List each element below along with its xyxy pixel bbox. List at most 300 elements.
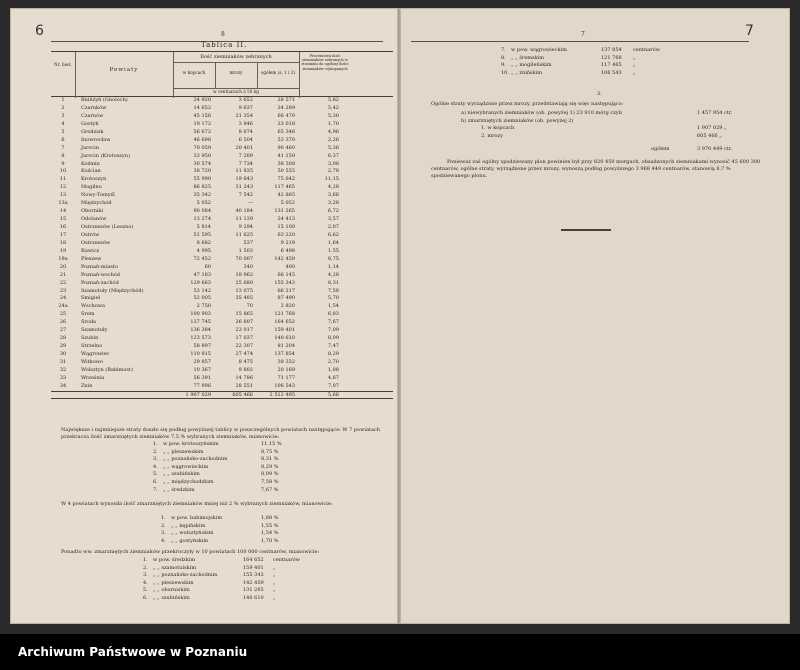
- list3-item-text: „ „ szamotulskim: [153, 564, 197, 571]
- row-mrozy: 1 503: [238, 247, 253, 254]
- losses-table: [51, 51, 393, 399]
- row-number: 20: [59, 263, 67, 270]
- row-mrozy: 11 835: [235, 168, 253, 175]
- row-number: 34: [59, 382, 67, 389]
- row-powiat: Czarnów: [81, 112, 104, 119]
- row-percent: 4,67: [327, 374, 339, 381]
- list3-item-unit: „: [273, 595, 276, 601]
- row-ogolem: 90 460: [277, 144, 295, 151]
- row-number: 10: [59, 168, 67, 175]
- row-powiat: Ostrzeszów: [81, 239, 111, 246]
- row-powiat: Gostyń: [81, 120, 99, 127]
- row-number: 24: [59, 295, 67, 302]
- row-powiat: Strzelno: [81, 343, 103, 350]
- list2-item-value: 1,70 %: [261, 537, 279, 544]
- row-number: 14: [59, 208, 67, 215]
- row-w-kopcach: 35 342: [193, 192, 211, 199]
- list3-item-num: 2.: [143, 564, 148, 571]
- page-number-left: 8: [221, 31, 225, 38]
- list1-item-value: 11,15 %: [261, 441, 282, 447]
- row-powiat: Śmigiel: [81, 295, 101, 302]
- row-powiat: Wągrowiec: [81, 351, 110, 357]
- section-number: 3.: [597, 91, 602, 97]
- row-ogolem: 53 370: [277, 136, 295, 143]
- left-page: [10, 8, 398, 624]
- row-ogolem: 75 642: [277, 176, 295, 183]
- list3-item-num: 5.: [143, 587, 148, 594]
- row-powiat: Koźmin: [81, 160, 100, 167]
- row-ogolem: 6 498: [280, 247, 295, 254]
- row-w-kopcach: 129 663: [190, 279, 211, 286]
- loss-item-text: 2. mrozy: [481, 132, 503, 139]
- row-percent: 7,47: [327, 343, 339, 350]
- closing-rule: [561, 229, 611, 231]
- loss-item-value: 605 466 „: [697, 132, 722, 139]
- top-rule-right: [411, 41, 749, 42]
- row-number: 23: [59, 287, 67, 294]
- row-percent: 2,26: [327, 136, 339, 143]
- row-percent: 7,67: [327, 319, 339, 326]
- header-w-kopcach: w kopcach: [182, 70, 206, 75]
- loss-item-text: 1. w kopcach: [481, 125, 515, 132]
- row-powiat: Poznań-wschód: [81, 271, 120, 278]
- row-ogolem: 65 346: [277, 128, 295, 135]
- row-powiat: Szubin: [81, 335, 99, 342]
- row-mrozy: 8 475: [238, 358, 253, 365]
- list3-item-unit: „: [273, 587, 276, 594]
- table-row: [51, 335, 393, 343]
- row-w-kopcach: 52 005: [193, 295, 211, 302]
- paragraph-largest-losses: Największe i najmniejsze straty doszło się podług powyższej tablicy w poszczególnych powiatach następujące: W 7 powiatach przekracza ilość zmarzniętych ziemniaków 7,5 % wybranych ziemniaków, mianowicie:: [61, 427, 381, 440]
- row-w-kopcach: 100 903: [190, 311, 211, 318]
- row-mrozy: 21 354: [235, 112, 253, 119]
- row-ogolem: 42 885: [277, 192, 295, 199]
- row-number: 11: [59, 176, 67, 183]
- row-number: 17: [59, 231, 67, 238]
- list2-item-text: „ „ gostyńskim: [171, 537, 209, 544]
- row-ogolem: 5 052: [280, 200, 295, 207]
- row-percent: 1,54: [327, 303, 339, 310]
- row-number: 12: [59, 184, 67, 191]
- right-page: [400, 8, 790, 624]
- total-mrozy: 605 466: [232, 391, 253, 398]
- listcont-item-unit: „: [633, 54, 636, 61]
- row-powiat: Grodzisk: [81, 128, 104, 135]
- row-w-kopcach: 5 814: [196, 224, 211, 230]
- row-mrozy: 340: [243, 263, 253, 270]
- table-row: [51, 383, 393, 391]
- total-w-kopcach: 1 907 029: [185, 391, 211, 398]
- list1-item-num: 6.: [153, 479, 158, 485]
- listcont-item-text: w pow. wągrowieckim: [511, 47, 567, 53]
- row-number: 28: [59, 335, 67, 342]
- row-number: 9: [61, 160, 65, 167]
- row-powiat: Międzychód: [81, 200, 112, 207]
- list1-item-value: 7,67 %: [261, 486, 279, 493]
- row-ogolem: 71 177: [277, 374, 295, 381]
- row-mrozy: 70: [246, 303, 253, 310]
- row-ogolem: 142 459: [274, 255, 295, 262]
- row-mrozy: 15 865: [235, 311, 253, 318]
- table-row: [51, 168, 393, 176]
- list1-item-text: „ „ średzkim: [163, 486, 195, 493]
- total-ogolem: 2 512 495: [269, 391, 295, 398]
- row-powiat: Ostrzeszów (Leszno): [81, 224, 134, 230]
- row-w-kopcach: 19 172: [193, 120, 211, 127]
- listcont-item-unit: „: [633, 69, 636, 76]
- row-ogolem: 66 470: [277, 112, 295, 119]
- row-percent: 1,70: [327, 120, 339, 127]
- row-mrozy: 3 652: [238, 97, 253, 103]
- listcont-item-text: „ „ mogileńskim: [511, 62, 552, 69]
- list3-item-num: 1.: [143, 557, 148, 563]
- row-powiat: Szamotuły (Międzychód): [81, 287, 144, 294]
- row-number: 32: [59, 366, 67, 373]
- row-ogolem: 106 543: [274, 382, 295, 389]
- row-mrozy: 19 643: [235, 176, 253, 183]
- row-ogolem: 41 159: [277, 152, 295, 159]
- row-w-kopcach: 110 915: [190, 351, 211, 357]
- row-w-kopcach: 24 920: [193, 97, 211, 103]
- listcont-item-text: „ „ żnińskim: [511, 69, 542, 76]
- list1-item-text: „ „ poznańsko-zachodnim: [163, 456, 228, 463]
- list3-item-text: „ „ szubińskim: [153, 595, 190, 601]
- list1-item-text: w pow. krotoszyńskim: [163, 441, 219, 447]
- list2-item-value: 1,55 %: [261, 522, 279, 529]
- handwritten-page-mark-left: 6: [35, 23, 44, 39]
- row-number: 13: [59, 192, 67, 199]
- row-ogolem: 81 204: [277, 343, 295, 350]
- list1-item-value: 8,09 %: [261, 471, 279, 478]
- row-ogolem: 24 413: [277, 216, 295, 223]
- closing-paragraph: Ponieważ zaś ogólny spodziewany plon powinien był przy 820 450 morgach, obsadzonych ziemniakami wynosić 45 600 300 centnarów, ogólne straty, wyrządzone przez mrozy, wynoszą podług powyższego 3 968 449 centnarów, stanowią 8,7 % spodziewanego plonu.: [431, 159, 761, 179]
- row-powiat: Września: [81, 374, 105, 381]
- list3-item-value: 131 265: [243, 587, 264, 594]
- row-ogolem: 131 265: [274, 208, 295, 215]
- listcont-item-num: 9.: [501, 62, 506, 69]
- table-row: [51, 375, 393, 383]
- header-unit: w centnarach à 50 kg: [213, 89, 259, 94]
- total-value: 3 970 449 ctr.: [697, 146, 733, 152]
- row-w-kopcach: 38 720: [193, 168, 211, 175]
- table-row: [51, 121, 393, 129]
- row-mrozy: 7 542: [238, 192, 253, 199]
- row-ogolem: 155 343: [274, 279, 295, 286]
- row-powiat: Odolanów: [81, 216, 107, 223]
- row-percent: 5,42: [327, 104, 339, 111]
- list2-item-num: 4.: [161, 537, 166, 544]
- row-mrozy: 9 294: [238, 224, 253, 230]
- loss-item-value: 1 907 029 „: [697, 125, 727, 132]
- row-percent: 5,36: [327, 144, 339, 151]
- row-w-kopcach: 56 672: [193, 128, 211, 135]
- row-powiat: Poznań-zachód: [81, 279, 119, 286]
- handwritten-page-mark-right: 7: [745, 23, 754, 39]
- row-number: 16: [59, 224, 67, 230]
- row-powiat: Poznań-miasto: [81, 263, 118, 270]
- list1-item-value: 8,75 %: [261, 448, 279, 455]
- table-row: [51, 208, 393, 216]
- header-percent: Procentowa ilość ziemniaków zebranych w stosunku do ogólnej ilości ziemniaków wykopanych: [301, 54, 349, 71]
- row-ogolem: 140 610: [274, 335, 295, 342]
- table-row: [51, 232, 393, 240]
- table-row: [51, 351, 393, 359]
- row-percent: 2,70: [327, 358, 339, 365]
- row-number: 2: [61, 104, 65, 111]
- list1-item-num: 5.: [153, 471, 158, 478]
- table-title: Tablica II.: [201, 41, 248, 49]
- row-mrozy: 25 680: [235, 279, 253, 286]
- table-row: [51, 184, 393, 192]
- table-row: [51, 129, 393, 137]
- list2-item-text: „ „ wolsztyńskim: [171, 530, 214, 537]
- table-row: [51, 240, 393, 248]
- table-row: [51, 311, 393, 319]
- section-intro: Ogólne straty wyrządzone przez mrozy, przedstawiają się więc następująco:: [431, 101, 624, 107]
- list3-item-unit: „: [273, 564, 276, 571]
- row-w-kopcach: 53 142: [193, 287, 211, 294]
- table-row: [51, 105, 393, 113]
- listcont-item-num: 10.: [501, 69, 509, 76]
- table-row: [51, 137, 393, 145]
- row-percent: 8,29: [327, 351, 339, 357]
- row-powiat: Śrem: [81, 311, 95, 318]
- row-ogolem: 38 308: [277, 160, 295, 167]
- row-percent: 2,78: [327, 168, 339, 175]
- row-ogolem: 24 289: [277, 104, 295, 111]
- row-powiat: Czarnków: [81, 104, 107, 111]
- row-percent: 7,58: [327, 287, 339, 294]
- row-percent: 1,64: [327, 239, 339, 246]
- row-mrozy: 6 504: [238, 136, 253, 143]
- listcont-item-text: „ „ śremskim: [511, 54, 544, 61]
- row-percent: 6,72: [327, 208, 339, 215]
- row-ogolem: 164 652: [274, 319, 295, 326]
- row-number: 6: [61, 136, 65, 143]
- row-mrozy: 20 401: [235, 144, 253, 151]
- list1-item-num: 1.: [153, 441, 158, 447]
- row-percent: 7,09: [327, 327, 339, 334]
- row-ogolem: 28 571: [277, 97, 295, 103]
- row-w-kopcach: 70 059: [193, 144, 211, 151]
- row-number: 15: [59, 216, 67, 223]
- row-ogolem: 87 490: [277, 295, 295, 302]
- row-percent: 3,57: [327, 216, 339, 223]
- list1-item-value: 8,31 %: [261, 456, 279, 463]
- table-row: [51, 288, 393, 296]
- list2-item-num: 2.: [161, 522, 166, 529]
- row-ogolem: 9 219: [280, 239, 295, 246]
- row-w-kopcach: 45 156: [193, 112, 211, 119]
- row-mrozy: 7 734: [238, 160, 253, 167]
- row-w-kopcach: 86 825: [193, 184, 211, 191]
- row-mrozy: 22 307: [235, 343, 253, 350]
- table-row: [51, 272, 393, 280]
- table-row: [51, 192, 393, 200]
- row-w-kopcach: 72 452: [193, 255, 211, 262]
- row-number: 1: [61, 97, 65, 103]
- listcont-item-num: 7.: [501, 47, 506, 53]
- row-percent: 7,07: [327, 382, 339, 389]
- listcont-item-value: 137 854: [601, 47, 622, 53]
- row-percent: 5,70: [327, 295, 339, 302]
- table-row: [51, 216, 393, 224]
- total-percent: 5,66: [327, 391, 339, 398]
- row-ogolem: 50 555: [277, 168, 295, 175]
- header-group: Ilość ziemniaków zebranych: [200, 54, 272, 60]
- archive-footer: [0, 634, 800, 670]
- table-header: [51, 51, 393, 97]
- list3-item-value: 140 610: [243, 595, 264, 601]
- list1-item-text: „ „ międzychodzkim: [163, 479, 214, 485]
- row-powiat: Mogilno: [81, 184, 102, 191]
- table-row: [51, 97, 393, 105]
- row-mrozy: 11 625: [235, 231, 253, 238]
- table-row: [51, 367, 393, 375]
- row-ogolem: 121 768: [274, 311, 295, 318]
- row-w-kopcach: 5 052: [196, 200, 211, 207]
- row-number: 30: [59, 351, 67, 357]
- table-row: [51, 280, 393, 288]
- row-mrozy: —: [248, 200, 253, 207]
- row-powiat: Oborniki: [81, 208, 104, 215]
- row-mrozy: 18 962: [235, 271, 253, 278]
- row-w-kopcach: 56 391: [193, 374, 211, 381]
- row-mrozy: 9 637: [238, 104, 253, 111]
- list2-item-text: „ „ kępińskim: [171, 522, 206, 529]
- row-w-kopcach: 58 897: [193, 343, 211, 350]
- list1-item-text: „ „ wągrowieckim: [163, 463, 209, 470]
- row-mrozy: 28 551: [235, 382, 253, 389]
- table-row: [51, 264, 393, 272]
- row-percent: 4,28: [327, 271, 339, 278]
- total-label: ogółem: [651, 146, 670, 152]
- row-w-kopcach: 47 183: [193, 271, 211, 278]
- row-percent: 8,31: [327, 279, 339, 286]
- row-mrozy: 9 802: [238, 366, 253, 373]
- row-w-kopcach: 137 745: [190, 319, 211, 326]
- row-w-kopcach: 46 698: [193, 136, 211, 143]
- row-w-kopcach: 10 367: [193, 366, 211, 373]
- row-ogolem: 63 220: [277, 231, 295, 238]
- row-mrozy: 3 846: [238, 120, 253, 127]
- row-mrozy: 35 485: [235, 295, 253, 302]
- row-number: 31: [59, 358, 67, 365]
- row-number: 25: [59, 311, 67, 318]
- list3-item-text: „ „ pleszewskim: [153, 579, 194, 586]
- list1-item-text: „ „ szubińskim: [163, 471, 200, 478]
- row-percent: 3,66: [327, 192, 339, 199]
- paragraph-over-100000: Ponadto ww. zmarzniętych ziemniaków przekroczyły w 10 powiatach 100 000 centnarów, mianowicie:: [61, 549, 320, 555]
- row-w-kopcach: 60: [204, 263, 211, 270]
- listcont-item-num: 8.: [501, 54, 506, 61]
- row-w-kopcach: 123 573: [190, 335, 211, 342]
- row-number: 18: [59, 239, 67, 246]
- row-mrozy: 11 139: [235, 216, 253, 223]
- row-percent: 6,62: [327, 231, 339, 238]
- row-powiat: Inowrocław: [81, 136, 111, 143]
- table-row: [51, 224, 393, 232]
- row-powiat: Ostrów: [81, 231, 100, 238]
- table-row: [51, 295, 393, 303]
- list3-item-value: 142 459: [243, 579, 264, 586]
- row-percent: 11,15: [324, 176, 339, 183]
- archive-label: Archiwum Państwowe w Poznaniu: [18, 645, 248, 659]
- row-mrozy: 40 184: [235, 208, 253, 215]
- list3-item-text: „ „ poznańsko-zachodnim: [153, 572, 218, 579]
- row-percent: 3,08: [327, 160, 339, 167]
- list3-item-unit: „: [273, 572, 276, 579]
- row-powiat: Rawicz: [81, 247, 100, 254]
- loss-item-value: 1 457 954 ctr.: [697, 110, 733, 116]
- row-mrozy: 14 786: [235, 374, 253, 381]
- row-ogolem: 2 820: [280, 303, 295, 310]
- row-percent: 4,28: [327, 184, 339, 191]
- list1-item-num: 2.: [153, 448, 158, 455]
- loss-item-text: b) zmarzniętych ziemniaków (ob. powyżej 2): [461, 117, 574, 124]
- row-number: 29: [59, 343, 67, 350]
- row-number: 26: [59, 319, 67, 326]
- list1-item-text: „ „ pleszewskim: [163, 448, 204, 455]
- header-nr: Nr. bież.: [54, 62, 72, 67]
- list3-item-text: w pow. średzkim: [153, 557, 196, 563]
- row-percent: 8,09: [327, 335, 339, 342]
- row-ogolem: 66 145: [277, 271, 295, 278]
- row-w-kopcach: 55 990: [193, 176, 211, 183]
- list2-item-num: 3.: [161, 530, 166, 537]
- table-row: [51, 256, 393, 264]
- row-w-kopcach: 90 084: [193, 208, 211, 215]
- row-number: 13a: [58, 200, 68, 207]
- list2-item-num: 1.: [161, 515, 166, 521]
- row-number: 33: [59, 374, 67, 381]
- list3-item-unit: „: [273, 579, 276, 586]
- row-percent: 1,88: [327, 366, 339, 373]
- row-ogolem: 23 018: [277, 120, 295, 127]
- row-powiat: Nowy-Tomyśl: [81, 192, 115, 199]
- loss-item-text: a) niewybranych ziemniaków (ob. powyżej 1) 23 910 mórg czyli: [461, 110, 622, 116]
- row-powiat: Żnin: [81, 382, 93, 389]
- row-powiat: Jarocin (Krotoszyn): [81, 152, 130, 159]
- row-percent: 6,37: [327, 152, 339, 159]
- list1-item-num: 3.: [153, 456, 158, 463]
- row-w-kopcach: 2 750: [196, 303, 211, 310]
- row-ogolem: 117 465: [274, 184, 295, 191]
- row-mrozy: 13 075: [235, 287, 253, 294]
- listcont-item-value: 117 465: [601, 62, 622, 69]
- row-number: 7: [61, 144, 65, 151]
- row-ogolem: 15 108: [277, 224, 295, 230]
- list3-item-num: 3.: [143, 572, 148, 579]
- list3-item-value: 155 343: [243, 572, 264, 579]
- list2-item-value: 1,54 %: [261, 530, 279, 537]
- row-w-kopcach: 4 995: [196, 247, 211, 254]
- row-number: 22: [59, 279, 67, 286]
- list3-item-value: 164 652: [243, 557, 264, 563]
- header-mrozy: mrozy: [229, 70, 243, 75]
- table-row: [51, 113, 393, 121]
- row-ogolem: 20 169: [277, 366, 295, 373]
- paragraph-under-2-percent: W 4 powiatach wynosiła ilość zmarzniętych ziemniaków mniej niż 2 % wybranych ziemniaków, mianowicie:: [61, 501, 333, 507]
- row-w-kopcach: 29 857: [193, 358, 211, 365]
- table-row: [51, 200, 393, 208]
- table-row: [51, 176, 393, 184]
- row-number: 5: [61, 128, 65, 135]
- row-mrozy: 70 007: [235, 255, 253, 262]
- table-row: [51, 153, 393, 161]
- row-powiat: Jarocin: [81, 144, 100, 151]
- row-number: 19a: [58, 255, 68, 262]
